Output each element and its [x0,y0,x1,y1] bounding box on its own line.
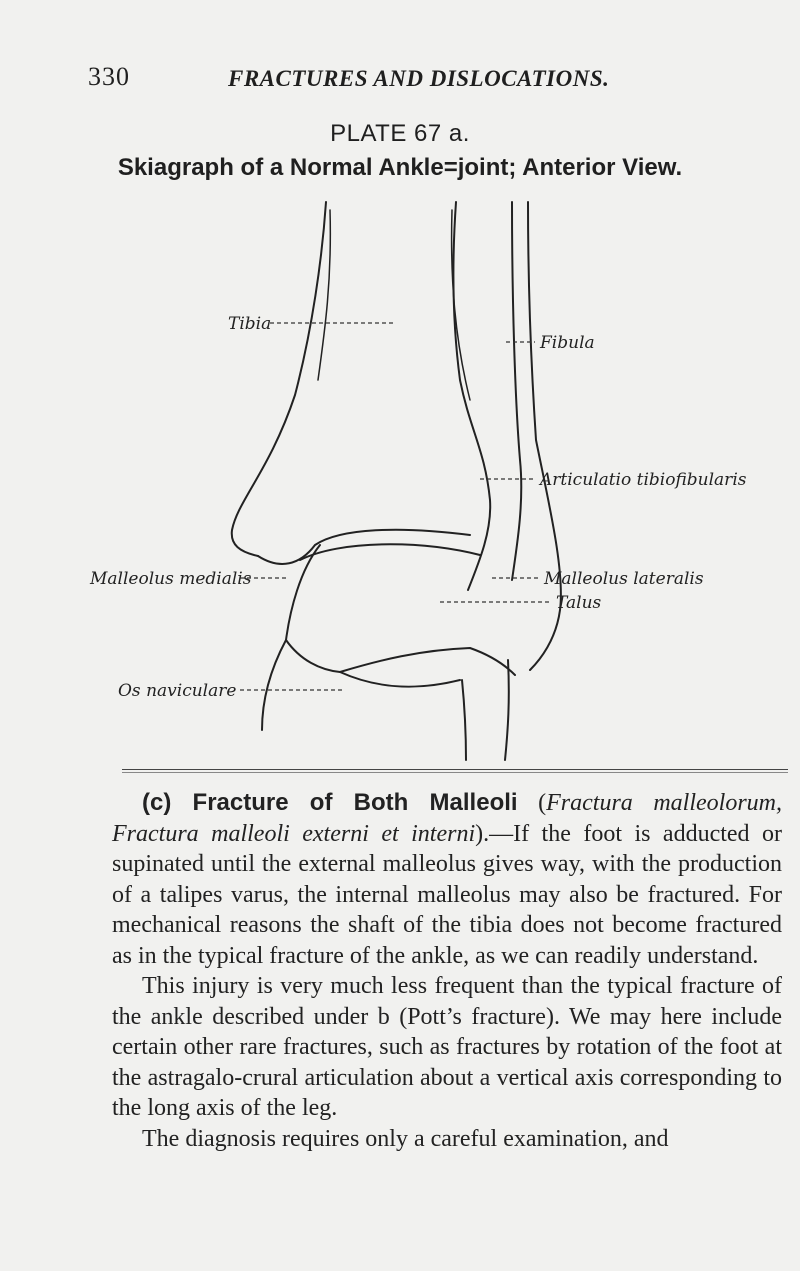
section-heading: (c) Fracture of Both Malleoli [142,789,518,816]
plate-caption: Skiagraph of a Normal Ankle=joint; Anterior View. [117,154,683,181]
tibia-shaft-left-edge [232,202,326,556]
label-tibia: Tibia [228,314,272,334]
latin-name: Fractura malleolorum, Fractura malleoli externi et interni [112,790,782,847]
talus-contour [286,545,515,675]
fibula-left-edge [512,202,521,580]
ankle-skiagraph-figure [0,190,800,770]
label-os-naviculare: Os naviculare [118,681,237,701]
naviculare-contour [262,640,286,730]
paragraph-3: The diagnosis requires only a careful examination, and [142,1125,669,1152]
paragraph-1 [112,788,782,971]
running-title: FRACTURES AND DISLOCATIONS. [228,66,610,91]
label-malleolus-lateralis: Malleolus lateralis [544,569,704,589]
paragraph-2: This injury is very much less frequent than the typical fracture of the ankle described under b (Pott’s fracture). We may here include certain other rare fractures, such as fractures by rotation of the foot at the astragalo-crural articulation about a vertical axis corresponding to the long axis of the leg. [112,973,782,1121]
latin-open: ( [517,790,547,816]
label-talus: Talus [556,593,602,613]
body-text [112,788,782,1154]
paragraph-1-text: —If the foot is adducted or supinated until the external malleolus gives way, with the production of a talipes varus, the internal malleolus may also be fractured. For mechanical reasons the shaft of the tibia does not become fractured as in the typical fracture of the ankle, as we can readily understand. [112,820,782,969]
talus-dome [300,544,480,560]
plate-title: PLATE 67 a. [330,120,470,147]
label-malleolus-medialis: Malleolus medialis [90,569,252,589]
calcaneus-contour [462,680,466,760]
latin-close: ). [475,820,490,847]
label-articulatio: Articulatio tibiofibularis [540,470,747,490]
lower-foot-contour [340,672,460,687]
lateral-foot-contour [505,660,509,760]
label-fibula: Fibula [540,333,595,353]
figure-divider-2 [122,772,788,773]
figure-divider [122,769,788,770]
page-number: 330 [88,62,130,91]
tibia-shaft-right-edge [453,202,490,590]
